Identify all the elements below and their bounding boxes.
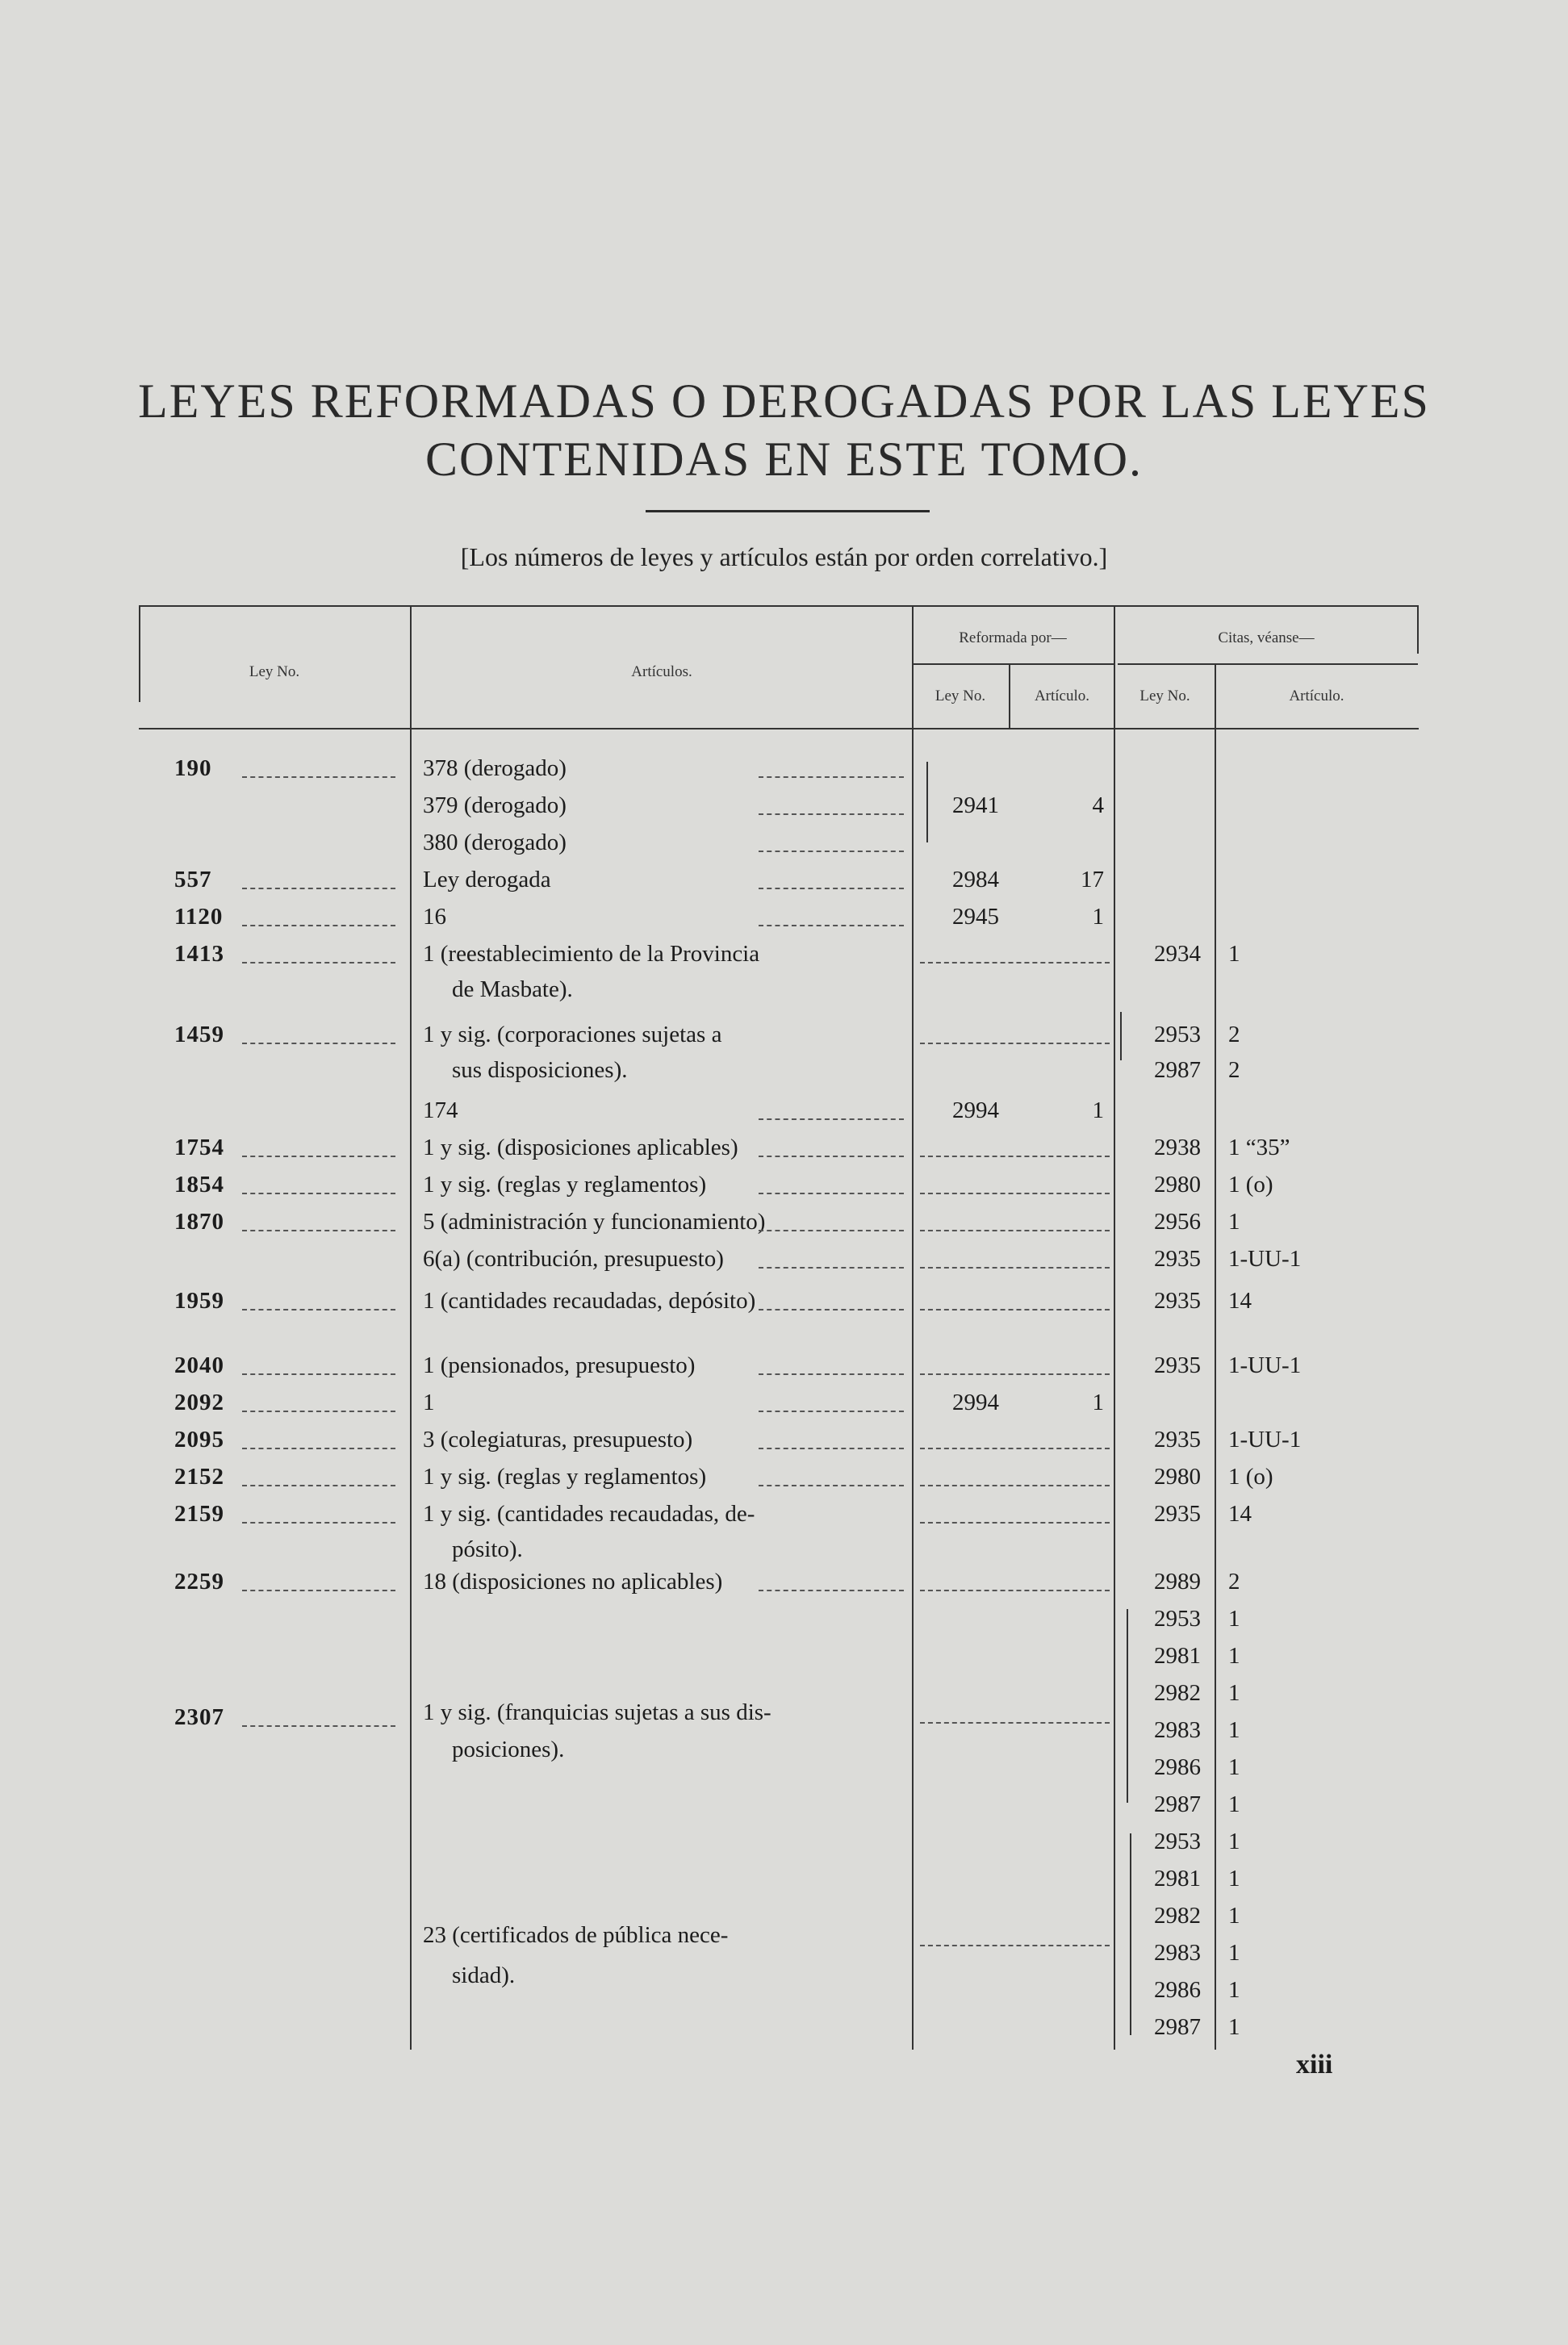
cita-ley-number: 2953 — [1154, 1022, 1201, 1047]
cita-articulo: 1 — [1228, 1209, 1240, 1235]
ley-number: 1459 — [174, 1022, 224, 1047]
cita-articulo: 1 — [1228, 1754, 1240, 1780]
ref-ley-number: 2984 — [952, 867, 999, 892]
column-divider-2 — [912, 605, 914, 2050]
ref-leader-dots — [920, 1230, 1110, 1231]
title-line-1: LEYES REFORMADAS O DEROGADAS POR LAS LEYES — [138, 374, 1430, 428]
cita-articulo: 14 — [1228, 1501, 1252, 1527]
ref-articulo: 17 — [1081, 867, 1104, 892]
cita-articulo: 1 (o) — [1228, 1172, 1273, 1198]
cita-ley-number: 2983 — [1154, 1717, 1201, 1743]
ref-leader-dots — [920, 1485, 1110, 1486]
cita-ley-number: 2956 — [1154, 1209, 1201, 1235]
ley-number: 190 — [174, 755, 212, 781]
articulo-text: 5 (administración y funcionamiento) — [423, 1209, 766, 1235]
articulo-text-continued: sidad). — [452, 1963, 516, 1988]
cita-articulo: 1 — [1228, 941, 1240, 967]
cita-articulo: 1 — [1228, 1791, 1240, 1817]
cita-articulo: 1 “35” — [1228, 1135, 1290, 1160]
articulo-text: 1 y sig. (franquicias sujetas a sus dis- — [423, 1699, 771, 1725]
cita-articulo: 1 (o) — [1228, 1464, 1273, 1490]
ley-number: 2040 — [174, 1352, 224, 1378]
ref-ley-number: 2994 — [952, 1097, 999, 1123]
ref-leader-dots — [920, 1522, 1110, 1524]
table-left-border — [139, 605, 140, 702]
column-divider-1 — [410, 605, 412, 2050]
articulo-text-continued: sus disposiciones). — [452, 1057, 628, 1083]
ley-number: 1754 — [174, 1135, 224, 1160]
articulo-leader-dots — [759, 1230, 904, 1231]
reformada-header-rule — [912, 663, 1114, 665]
page-number: xiii — [1296, 2050, 1333, 2080]
cita-ley-number: 2982 — [1154, 1680, 1201, 1706]
brace-23 — [1130, 1833, 1138, 2035]
cita-ley-number: 2935 — [1154, 1288, 1201, 1314]
cita-ley-number: 2987 — [1154, 1057, 1201, 1083]
cita-articulo: 1 — [1228, 1606, 1240, 1632]
ley-leader-dots — [242, 776, 395, 778]
articulo-text: 380 (derogado) — [423, 830, 567, 855]
cita-articulo: 2 — [1228, 1057, 1240, 1083]
articulo-leader-dots — [759, 1411, 904, 1412]
ref-leader-dots — [920, 1448, 1110, 1449]
cita-ley-number: 2983 — [1154, 1940, 1201, 1966]
column-divider-4 — [1114, 605, 1115, 2050]
brace-2307 — [1127, 1609, 1135, 1803]
articulo-leader-dots — [759, 1156, 904, 1157]
articulo-text: 16 — [423, 904, 446, 930]
ref-ley-number: 2945 — [952, 904, 999, 930]
ley-number: 1120 — [174, 904, 224, 930]
cita-ley-number: 2980 — [1154, 1464, 1201, 1490]
ref-leader-dots — [920, 1043, 1110, 1044]
cita-ley-number: 2986 — [1154, 1977, 1201, 2003]
ref-articulo: 4 — [1092, 792, 1104, 818]
table-top-border — [139, 605, 1419, 607]
cita-articulo: 1 — [1228, 1866, 1240, 1891]
ley-number: 1413 — [174, 941, 224, 967]
articulo-text: 6(a) (contribución, presupuesto) — [423, 1246, 724, 1272]
ley-number: 2159 — [174, 1501, 224, 1527]
articulo-text: 1 y sig. (reglas y reglamentos) — [423, 1464, 707, 1490]
ref-leader-dots — [920, 1590, 1110, 1591]
ley-leader-dots — [242, 1373, 395, 1375]
cita-articulo: 2 — [1228, 1569, 1240, 1595]
header-articulos: Artículos. — [631, 663, 692, 680]
ley-leader-dots — [242, 1043, 395, 1044]
articulo-text-continued: de Masbate). — [452, 976, 573, 1002]
ref-leader-dots — [920, 1309, 1110, 1310]
articulo-text-continued: posiciones). — [452, 1737, 565, 1762]
articulo-text: 23 (certificados de pública nece- — [423, 1922, 729, 1948]
articulo-leader-dots — [759, 1118, 904, 1120]
cita-articulo: 2 — [1228, 1022, 1240, 1047]
column-divider-5 — [1215, 663, 1216, 2050]
articulo-leader-dots — [759, 813, 904, 815]
articulo-leader-dots — [759, 925, 904, 926]
ley-number: 1854 — [174, 1172, 224, 1198]
articulo-text: 1 — [423, 1390, 435, 1415]
brace-190 — [917, 762, 928, 842]
header-ref-articulo: Artículo. — [1034, 688, 1090, 704]
table-right-border — [1417, 605, 1419, 654]
articulo-text: 1 y sig. (cantidades recaudadas, de- — [423, 1501, 755, 1527]
ley-number: 557 — [174, 867, 212, 892]
articulo-text: 1 y sig. (reglas y reglamentos) — [423, 1172, 707, 1198]
articulo-leader-dots — [759, 1590, 904, 1591]
ley-leader-dots — [242, 1725, 395, 1727]
citas-header-rule — [1118, 663, 1418, 665]
ley-leader-dots — [242, 925, 395, 926]
ref-leader-dots — [920, 1722, 1110, 1724]
articulo-text: 18 (disposiciones no aplicables) — [423, 1569, 723, 1595]
ref-articulo: 1 — [1092, 1097, 1104, 1123]
cita-ley-number: 2934 — [1154, 941, 1201, 967]
articulo-leader-dots — [759, 851, 904, 852]
articulo-text: 379 (derogado) — [423, 792, 567, 818]
cita-ley-number: 2953 — [1154, 1606, 1201, 1632]
articulo-leader-dots — [759, 1193, 904, 1194]
articulo-text: 1 (pensionados, presupuesto) — [423, 1352, 696, 1378]
cita-articulo: 1 — [1228, 1643, 1240, 1669]
articulo-leader-dots — [759, 1485, 904, 1486]
cita-articulo: 1 — [1228, 1680, 1240, 1706]
cita-ley-number: 2989 — [1154, 1569, 1201, 1595]
header-citas-veanse: Citas, véanse— — [1218, 629, 1315, 646]
header-ref-ley-no: Ley No. — [935, 688, 986, 704]
ref-leader-dots — [920, 962, 1110, 963]
subtitle: [Los números de leyes y artículos están por orden correlativo.] — [460, 542, 1108, 571]
ref-leader-dots — [920, 1156, 1110, 1157]
header-reformada-por: Reformada por— — [959, 629, 1067, 646]
cita-ley-number: 2987 — [1154, 1791, 1201, 1817]
cita-articulo: 1 — [1228, 2014, 1240, 2040]
articulo-leader-dots — [759, 1309, 904, 1310]
ref-articulo: 1 — [1092, 1390, 1104, 1415]
cita-articulo: 14 — [1228, 1288, 1252, 1314]
ley-number: 1870 — [174, 1209, 224, 1235]
cita-articulo: 1-UU-1 — [1228, 1352, 1302, 1378]
header-cit-ley-no: Ley No. — [1139, 688, 1190, 704]
articulo-leader-dots — [759, 888, 904, 889]
ley-leader-dots — [242, 1522, 395, 1524]
ley-leader-dots — [242, 962, 395, 963]
title-line-2: CONTENIDAS EN ESTE TOMO. — [424, 433, 1144, 486]
ref-leader-dots — [920, 1373, 1110, 1375]
ley-number: 2152 — [174, 1464, 224, 1490]
header-ley-no: Ley No. — [249, 663, 300, 680]
articulo-text: 3 (colegiaturas, presupuesto) — [423, 1427, 693, 1453]
ley-number: 2307 — [174, 1704, 224, 1730]
cita-articulo: 1 — [1228, 1717, 1240, 1743]
cita-ley-number: 2987 — [1154, 2014, 1201, 2040]
cita-ley-number: 2938 — [1154, 1135, 1201, 1160]
articulo-text: 1 (reestablecimiento de la Provincia — [423, 941, 760, 967]
ley-leader-dots — [242, 1309, 395, 1310]
ley-number: 2092 — [174, 1390, 224, 1415]
ref-ley-number: 2994 — [952, 1390, 999, 1415]
cita-ley-number: 2935 — [1154, 1246, 1201, 1272]
articulo-text: 174 — [423, 1097, 458, 1123]
articulo-leader-dots — [759, 1267, 904, 1269]
ref-ley-number: 2941 — [952, 792, 999, 818]
articulo-text: 1 y sig. (disposiciones aplicables) — [423, 1135, 738, 1160]
articulo-text: 1 y sig. (corporaciones sujetas a — [423, 1022, 722, 1047]
ley-leader-dots — [242, 888, 395, 889]
header-bottom-rule — [139, 728, 1419, 729]
cita-articulo: 1 — [1228, 1977, 1240, 2003]
ley-leader-dots — [242, 1590, 395, 1591]
cita-ley-number: 2935 — [1154, 1427, 1201, 1453]
ref-leader-dots — [920, 1267, 1110, 1269]
cita-articulo: 1 — [1228, 1829, 1240, 1854]
cita-ley-number: 2935 — [1154, 1501, 1201, 1527]
ref-leader-dots — [920, 1193, 1110, 1194]
ley-leader-dots — [242, 1193, 395, 1194]
cita-articulo: 1-UU-1 — [1228, 1246, 1302, 1272]
ley-leader-dots — [242, 1156, 395, 1157]
ley-number: 2259 — [174, 1569, 224, 1595]
cita-ley-number: 2986 — [1154, 1754, 1201, 1780]
cita-ley-number: 2982 — [1154, 1903, 1201, 1929]
articulo-leader-dots — [759, 1448, 904, 1449]
header-cit-articulo: Artículo. — [1289, 688, 1344, 704]
articulo-text: 378 (derogado) — [423, 755, 567, 781]
ley-leader-dots — [242, 1485, 395, 1486]
ley-leader-dots — [242, 1448, 395, 1449]
articulo-leader-dots — [759, 1373, 904, 1375]
cita-articulo: 1-UU-1 — [1228, 1427, 1302, 1453]
articulo-text: Ley derogada — [423, 867, 551, 892]
ley-number: 2095 — [174, 1427, 224, 1453]
ley-number: 1959 — [174, 1288, 224, 1314]
ref-leader-dots — [920, 1945, 1110, 1946]
cita-articulo: 1 — [1228, 1903, 1240, 1929]
title-rule — [646, 510, 930, 512]
ref-articulo: 1 — [1092, 904, 1104, 930]
ley-leader-dots — [242, 1230, 395, 1231]
cita-ley-number: 2953 — [1154, 1829, 1201, 1854]
cita-ley-number: 2981 — [1154, 1866, 1201, 1891]
articulo-leader-dots — [759, 776, 904, 778]
cita-ley-number: 2980 — [1154, 1172, 1201, 1198]
articulo-text-continued: pósito). — [452, 1536, 523, 1562]
cita-ley-number: 2981 — [1154, 1643, 1201, 1669]
cita-articulo: 1 — [1228, 1940, 1240, 1966]
cita-ley-number: 2935 — [1154, 1352, 1201, 1378]
ley-leader-dots — [242, 1411, 395, 1412]
brace-1459 — [1120, 1012, 1130, 1060]
articulo-text: 1 (cantidades recaudadas, depósito) — [423, 1288, 756, 1314]
